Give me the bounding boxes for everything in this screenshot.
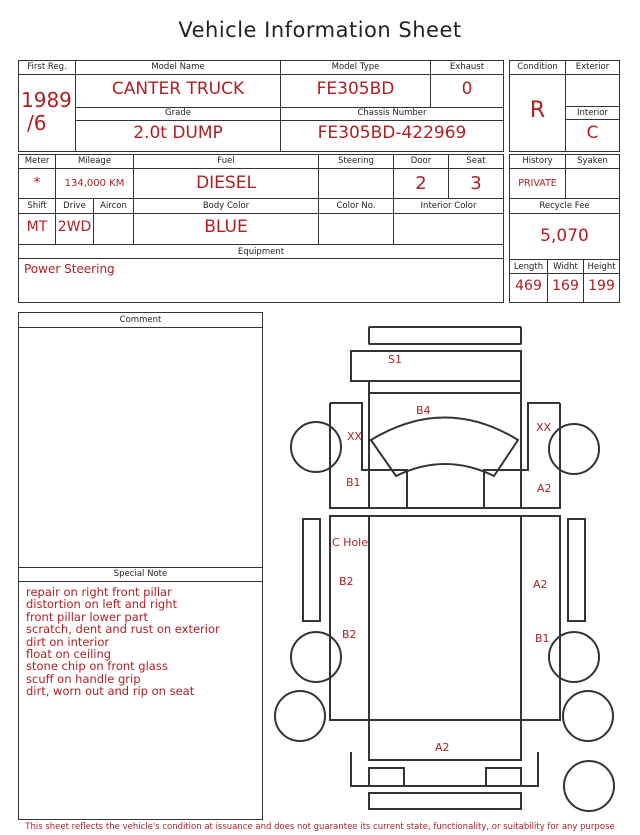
- model-type-value: FE305BD: [316, 79, 395, 99]
- windshield: [371, 418, 518, 477]
- rear-bumper: [369, 793, 521, 809]
- special-note-item: distortion on left and right: [26, 597, 178, 612]
- special-note-item: scuff on handle grip: [26, 671, 141, 686]
- exhaust-label: Exhaust: [449, 62, 485, 72]
- first-reg-label: First Reg.: [27, 62, 67, 72]
- recycle-fee-label: Recycle Fee: [539, 201, 590, 211]
- rear-light-left: [369, 768, 404, 786]
- front-bumper: [369, 327, 521, 344]
- condition-label: Condition: [517, 62, 558, 72]
- page-title: Vehicle Information Sheet: [178, 18, 462, 42]
- mark-b4: B4: [416, 404, 431, 417]
- mark-b2-left-lower: B2: [342, 628, 357, 641]
- body-color-label: Body Color: [202, 201, 250, 211]
- special-note-item: front pillar lower part: [26, 609, 149, 624]
- width-value: 169: [552, 278, 579, 294]
- meter-value: *: [33, 175, 41, 191]
- exterior-label: Exterior: [575, 62, 610, 72]
- chassis-number-value: FE305BD-422969: [317, 123, 467, 143]
- wheel-front-left: [291, 422, 341, 472]
- exhaust-value: 0: [461, 79, 473, 99]
- door-value: 2: [415, 173, 427, 194]
- side-skirt-right: [568, 519, 585, 621]
- width-label: Widht: [553, 262, 578, 272]
- special-note-label: Special Note: [113, 569, 168, 579]
- height-label: Height: [587, 262, 616, 272]
- equipment-label: Equipment: [237, 247, 285, 257]
- mark-c-hole: C Hole: [332, 536, 369, 549]
- model-name-value: CANTER TRUCK: [111, 79, 245, 99]
- side-skirt-left: [303, 519, 320, 621]
- wheel-rear-left-1: [291, 632, 341, 682]
- first-reg-month: /6: [27, 111, 47, 135]
- cargo-floor: [369, 516, 521, 760]
- special-note-item: stone chip on front glass: [26, 659, 168, 674]
- seat-label: Seat: [466, 156, 486, 166]
- length-value: 469: [515, 278, 542, 294]
- shift-label: Shift: [27, 201, 47, 211]
- cab-center: [369, 393, 521, 508]
- chassis-number-label: Chassis Number: [357, 108, 427, 118]
- syaken-label: Syaken: [577, 156, 608, 166]
- shift-value: MT: [26, 219, 48, 235]
- door-label: Door: [410, 156, 432, 166]
- equipment-value: Power Steering: [24, 262, 115, 276]
- mileage-value: 134,000 KM: [64, 178, 125, 189]
- fuel-label: Fuel: [217, 156, 235, 166]
- mark-xx-left: XX: [347, 430, 363, 443]
- interior-color-label: Interior Color: [420, 201, 477, 211]
- drive-label: Drive: [63, 201, 86, 211]
- seat-value: 3: [470, 173, 482, 194]
- recycle-fee-value: 5,070: [540, 226, 589, 246]
- wheel-rear-right-1: [549, 632, 599, 682]
- condition-value: R: [529, 98, 546, 123]
- fuel-value: DIESEL: [196, 173, 256, 193]
- special-note-item: dirt, worn out and rip on seat: [26, 684, 195, 699]
- mark-s1: S1: [388, 353, 402, 366]
- model-name-label: Model Name: [151, 62, 205, 72]
- interior-label: Interior: [576, 108, 608, 118]
- special-note-item: repair on right front pillar: [26, 585, 172, 599]
- drive-value: 2WD: [57, 219, 92, 235]
- grade-value: 2.0t DUMP: [133, 123, 223, 143]
- mark-b1-right: B1: [535, 632, 550, 645]
- spare-wheel: [564, 761, 614, 811]
- wheel-front-right: [549, 424, 599, 474]
- first-reg-year: 1989: [21, 88, 72, 112]
- meter-label: Meter: [24, 156, 50, 166]
- color-no-label: Color No.: [336, 201, 376, 211]
- mark-a2-right-top: A2: [537, 482, 552, 495]
- mark-b1-left: B1: [346, 476, 361, 489]
- height-value: 199: [588, 278, 615, 294]
- history-value: PRIVATE: [518, 178, 557, 189]
- wheel-rear-right-2: [563, 691, 613, 741]
- special-note-item: dirt on interior: [26, 634, 110, 649]
- interior-value: C: [586, 123, 599, 143]
- model-type-label: Model Type: [331, 62, 380, 72]
- disclaimer: This sheet reflects the vehicle's condition at issuance and does not guarantee its current state, functionality, or suitability for any purpose: [25, 822, 615, 832]
- length-label: Length: [513, 262, 544, 272]
- special-note-item: scratch, dent and rust on exterior: [26, 622, 220, 637]
- mark-b2-left-upper: B2: [339, 575, 354, 588]
- mark-a2-rear: A2: [435, 741, 450, 754]
- steering-label: Steering: [338, 156, 374, 166]
- rear-light-right: [486, 768, 521, 786]
- special-note-item: float on ceiling: [26, 647, 112, 662]
- history-label: History: [522, 156, 553, 166]
- grade-label: Grade: [165, 108, 191, 118]
- mark-a2-right-mid: A2: [533, 578, 548, 591]
- wheel-rear-left-2: [275, 691, 325, 741]
- cab-roof-inner: [369, 381, 521, 393]
- comment-label: Comment: [119, 315, 162, 325]
- cab-roof: [351, 351, 521, 381]
- mileage-label: Mileage: [77, 156, 112, 166]
- aircon-label: Aircon: [100, 201, 127, 211]
- body-color-value: BLUE: [204, 217, 248, 237]
- mark-xx-right: XX: [536, 421, 552, 434]
